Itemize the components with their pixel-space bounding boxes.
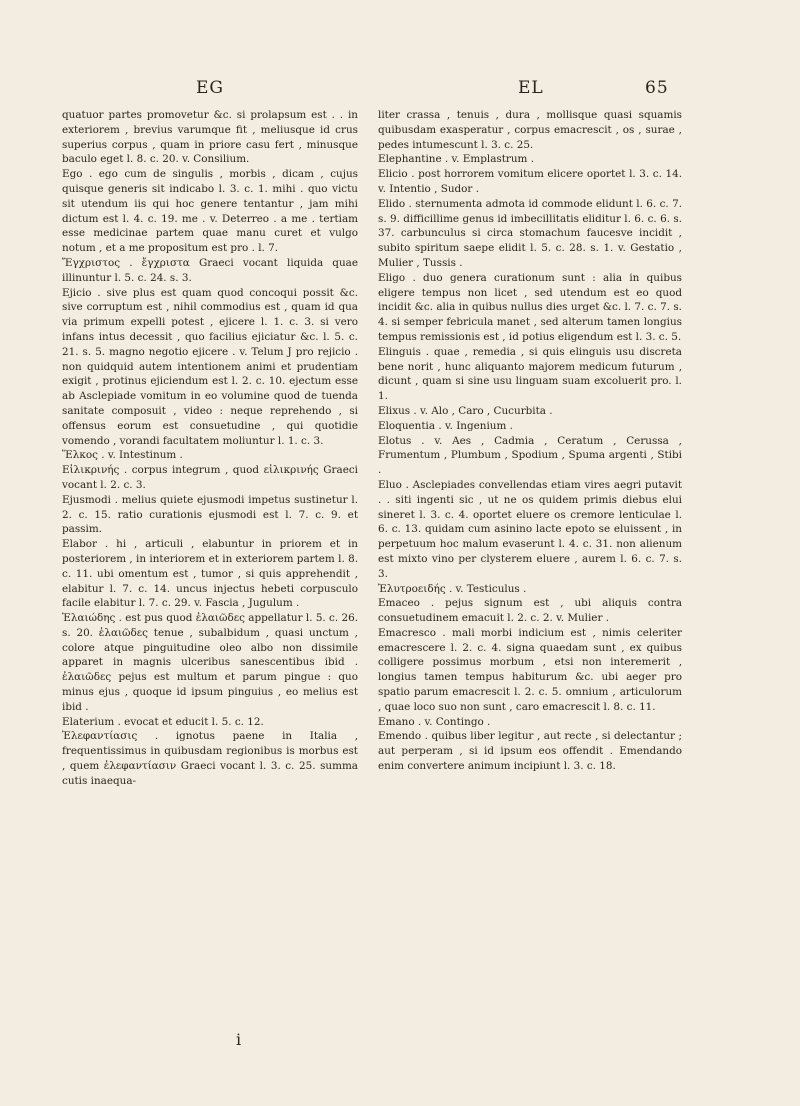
- entry: Emaceo . pejus signum est , ubi aliquis contra consuetudinem emacuit l. 2. c. 2. v. Mulier .: [378, 597, 682, 625]
- entry: quatuor partes promovetur &c. si prolapsum est . . in exteriorem , brevius varumque fit , meliusque id crus superius corpus , quam in priore casu fert , minusque baculo eget l. 8. c. 20. v. Consilium.: [62, 109, 358, 166]
- entry: Elinguis . quae , remedia , si quis elinguis usu discreta bene norit , hunc aliquanto majorem medicum futurum , dicunt , quam si sine usu linguam suam excoluerit pro. l. 1.: [378, 345, 682, 403]
- entry: Elicio . post horrorem vomitum elicere oportet l. 3. c. 14. v. Intentio , Sudor .: [378, 168, 682, 195]
- entry: Ἐλαιώδης . est pus quod ἐλαιῶδες appellatur l. 5. c. 26. s. 20. ἐλαιῶδες tenue , subalbidum , quasi unctum , colore atque pinguitudine oleo albo non dissimile apparet in magnis ulceribus sanescentibus ibid . ἐλαιῶδες pejus est multum et parum pingue : quo minus ejus , quoque id ipsum pinguius , eo melius est ibid .: [62, 612, 358, 713]
- running-header: [0, 78, 800, 108]
- entry: Ejusmodi . melius quiete ejusmodi impetus sustinetur l. 2. c. 15. ratio curationis ejusmodi est l. 7. c. 9. et passim.: [62, 493, 358, 536]
- entry: Eluo . Asclepiades convellendas etiam vires aegri putavit . . siti ingenti sic , ut ne os quidem primis diebus elui sineret l. 3. c. 4. oportet eluere os cremore lenticulae l. 6. c. 13. quidam cum asinino lacte epoto se eluissent , in perpetuum hoc malum evaserunt l. 4. c. 31. non alienum est mixto vino per clysterem eluere , aurem l. 6. c. 7. s. 3.: [378, 478, 682, 580]
- entry: Ejicio . sive plus est quam quod concoqui possit &c. sive corruptum est , nihil commodius est , quam id qua via primum expelli potest , ejicere l. 1. c. 3. si vero infans intus decessit , quo facilius ejiciatur &c. l. 5. c. 21. s. 5. magno negotio ejicere . v. Telum J pro rejicio . non quidquid autem intentionem animi et prudentiam exigit , protinus ejiciendum est l. 2. c. 10. ejectum esse ab Asclepiade vomitum in eo volumine quod de tuenda sanitate composuit , video : neque reprehendo , si offensus eorum est consuetudine , qui quotidie vomendo , vorandi facultatem moliuntur l. 1. c. 3.: [62, 286, 358, 447]
- entry: Eloquentia . v. Ingenium .: [378, 419, 513, 432]
- entry: Elido . sternumenta admota id commode elidunt l. 6. c. 7. s. 9. difficillime genus id imbecillitatis eliditur l. 6. c. 6. s. 37. carbunculus si circa stomachum faucesve incidit , subito spiritum saepe elidit l. 5. c. 28. s. 1. v. Gestatio , Mulier , Tussis .: [378, 197, 682, 269]
- entry: Eligo . duo genera curationum sunt : alia in quibus eligere tempus non licet , sed utendum est eo quod incidit &c. alia in quibus nullus dies urget &c. l. 7. c. 7. s. 4. si semper febricula manet , sed alterum tamen longius tempus remissionis est , id potius eligendum est l. 3. c. 5.: [378, 271, 682, 343]
- entry: Elotus . v. Aes , Cadmia , Ceratum , Cerussa , Frumentum , Plumbum , Spodium , Spuma argenti , Stibi .: [378, 434, 682, 477]
- entry: Elixus . v. Alo , Caro , Cucurbita .: [378, 404, 553, 417]
- entry: Ἔγχριστος . ἔγχριστα Graeci vocant liquida quae illinuntur l. 5. c. 24. s. 3.: [62, 256, 358, 284]
- page-number: 65: [645, 78, 669, 98]
- right-column: [378, 108, 682, 774]
- entry: Emendo . quibus liber legitur , aut recte , si delectantur ; aut perperam , si id ipsum eos offendit . Emendando enim convertere animum incipiunt l. 3. c. 18.: [378, 730, 682, 773]
- left-column: [62, 108, 358, 789]
- header-left: EG: [196, 78, 224, 98]
- entry: Elaterium . evocat et educit l. 5. c. 12.: [62, 715, 264, 728]
- entry: Ἐλεφαντίασις . ignotus paene in Italia , frequentissimus in quibusdam regionibus is morbus est , quem ἐλεφαντίασιν Graeci vocant l. 3. c. 25. summa cutis inaequa-: [62, 730, 358, 787]
- entry: Ἐλυτροειδής . v. Testiculus .: [378, 582, 527, 595]
- signature-mark: i: [236, 1030, 242, 1049]
- entry: Emacresco . mali morbi indicium est , nimis celeriter emacrescere l. 2. c. 4. signa quaedam sunt , ex quibus colligere possimus morbum , etsi non interemerit , longius tamen tempus habiturum &c. ubi aeger pro spatio parum emacrescit l. 2. c. 5. omnium , articulorum , quae loco suo non sunt , caro emacrescit l. 8. c. 11.: [378, 626, 682, 713]
- entry: Emano . v. Contingo .: [378, 715, 491, 728]
- entry: Elephantine . v. Emplastrum .: [378, 153, 535, 166]
- entry: Ego . ego cum de singulis , morbis , dicam , cujus quisque generis sit indicabo l. 3. c. 1. mihi . quo victu sit utendum iis qui hoc genere tentantur , jam mihi dictum est l. 4. c. 19. me . v. Deterreo . a me . tertiam esse medicinae partem quae manu curet et vulgo notum , et a me propositum est pro . l. 7.: [62, 168, 358, 255]
- entry: Elabor . hi , articuli , elabuntur in priorem et in posteriorem , in interiorem et in exteriorem partem l. 8. c. 11. ubi omentum est , tumor , si quis apprehendit , elabitur l. 7. c. 14. uncus injectus hebeti corpusculo facile elabitur l. 7. c. 29. v. Fascia , Jugulum .: [62, 538, 358, 610]
- entry: Εἰλικρινής . corpus integrum , quod εἰλικρινής Graeci vocant l. 2. c. 3.: [62, 464, 358, 491]
- entry: liter crassa , tenuis , dura , mollisque quasi squamis quibusdam exasperatur , corpus emacrescit , os , surae , pedes intumescunt l. 3. c. 25.: [378, 109, 682, 151]
- entry: Ἕλκος . v. Intestinum .: [62, 449, 183, 462]
- header-center: EL: [518, 78, 544, 98]
